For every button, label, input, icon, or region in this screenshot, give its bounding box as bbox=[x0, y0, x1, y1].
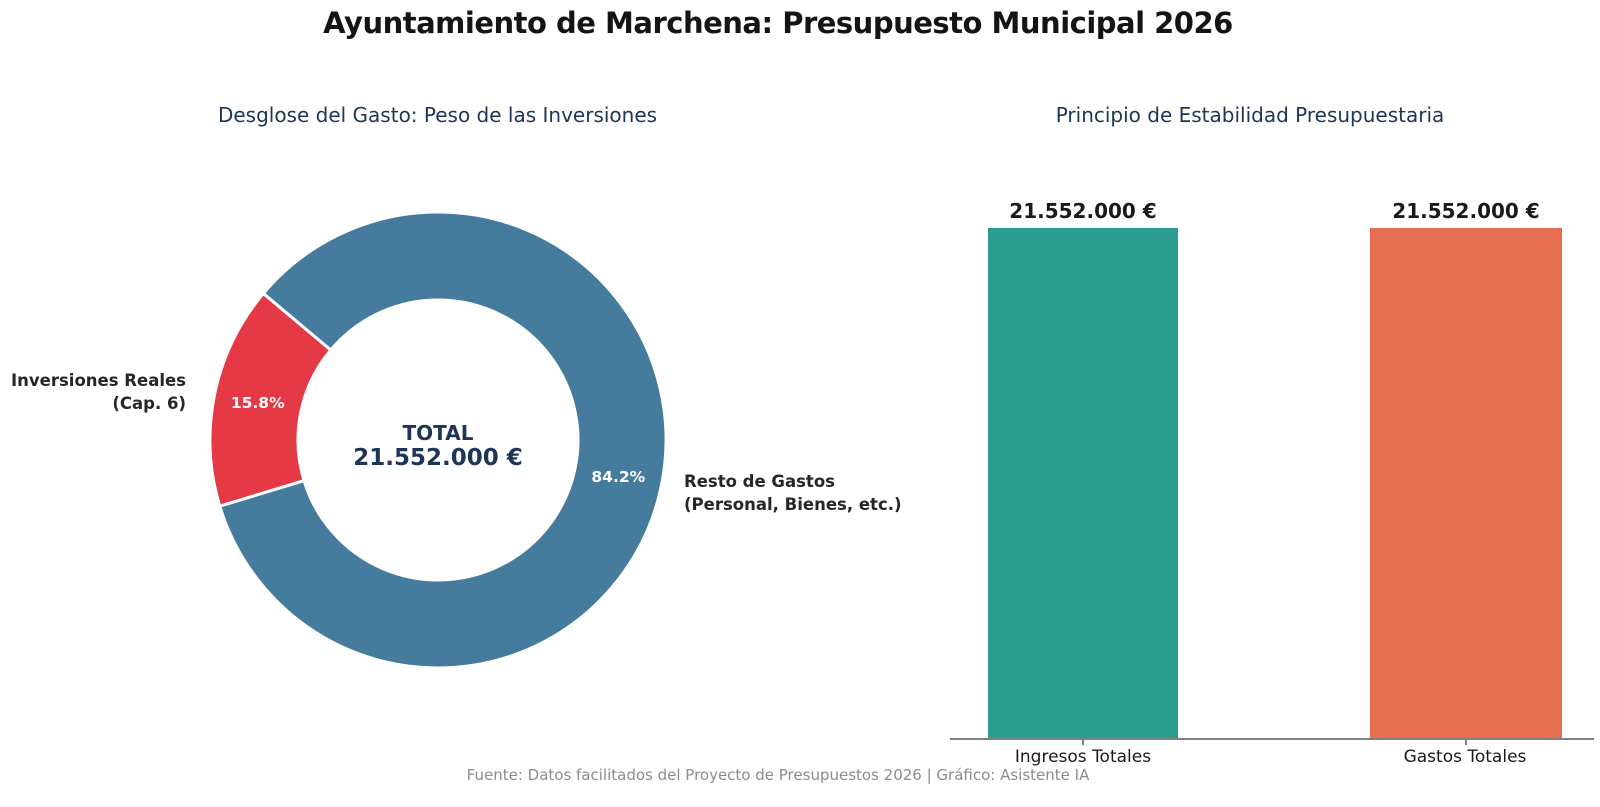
bar-value-label-ingresos: 21.552.000 € bbox=[1009, 199, 1157, 223]
x-axis-tick-gastos bbox=[1465, 740, 1467, 745]
donut-center-total-word: TOTAL bbox=[402, 421, 474, 445]
bar-ingresos bbox=[988, 228, 1178, 740]
bar-chart-title: Principio de Estabilidad Presupuestaria bbox=[1055, 103, 1445, 127]
donut-pct-label-resto: 84.2% bbox=[591, 467, 646, 486]
donut-slice-label-line: Inversiones Reales bbox=[11, 371, 186, 390]
bar-gastos bbox=[1370, 228, 1562, 740]
x-axis-tick-ingresos bbox=[1082, 740, 1084, 745]
source-caption: Fuente: Datos facilitados del Proyecto de Presupuestos 2026 | Gráfico: Asistente IA bbox=[466, 766, 1090, 784]
donut-slice-label-line: Resto de Gastos bbox=[684, 472, 835, 491]
x-axis-line bbox=[950, 738, 1594, 740]
donut-slice-label-resto bbox=[684, 470, 964, 516]
donut-pct-label-inversiones: 15.8% bbox=[230, 394, 285, 413]
x-axis-label-ingresos: Ingresos Totales bbox=[1014, 747, 1152, 767]
donut-slice-label-line: (Cap. 6) bbox=[112, 394, 186, 413]
bar-value-label-gastos: 21.552.000 € bbox=[1392, 199, 1540, 223]
donut-slice-label-line: (Personal, Bienes, etc.) bbox=[684, 495, 902, 514]
donut-center-total-amount: 21.552.000 € bbox=[353, 445, 523, 471]
donut-slice-label-inversiones bbox=[0, 369, 186, 415]
donut-center-label bbox=[288, 421, 588, 472]
x-axis-label-gastos: Gastos Totales bbox=[1403, 747, 1527, 767]
donut-chart-title: Desglose del Gasto: Peso de las Inversiones bbox=[217, 103, 658, 127]
page-title: Ayuntamiento de Marchena: Presupuesto Municipal 2026 bbox=[323, 6, 1233, 40]
